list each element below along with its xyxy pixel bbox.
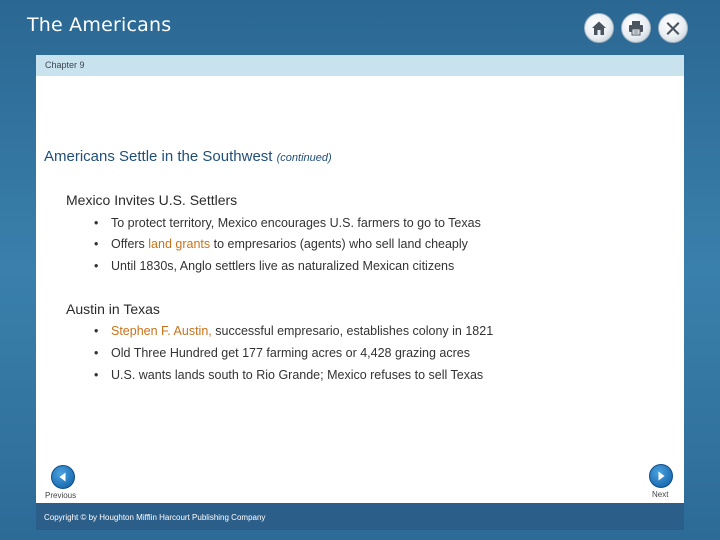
highlight-term: Stephen F. Austin,	[111, 324, 212, 338]
section-heading: Mexico Invites U.S. Settlers	[66, 192, 238, 208]
bullet-dot: •	[94, 237, 99, 251]
bullet-item: • Old Three Hundred get 177 farming acres or 4,428 grazing acres	[94, 346, 470, 360]
slide-title-suffix: (continued)	[276, 152, 332, 164]
home-button[interactable]	[584, 13, 614, 43]
print-icon	[627, 19, 645, 37]
close-button[interactable]	[658, 13, 688, 43]
slide-content	[36, 55, 684, 530]
bullet-dot: •	[94, 346, 99, 360]
copyright-text: Copyright © by Houghton Mifflin Harcourt Publishing Company	[44, 513, 266, 522]
arrow-left-icon	[57, 471, 69, 483]
bullet-item: • Stephen F. Austin, successful empresario, establishes colony in 1821	[94, 324, 494, 338]
section-heading: Austin in Texas	[66, 301, 160, 317]
bullet-item: • Offers land grants to empresarios (agents) who sell land cheaply	[94, 237, 468, 251]
print-button[interactable]	[621, 13, 651, 43]
highlight-term: land grants	[148, 237, 211, 251]
bullet-dot: •	[94, 259, 99, 273]
chapter-bar	[36, 55, 684, 76]
bullet-dot: •	[94, 368, 99, 382]
bullet-item: • U.S. wants lands south to Rio Grande; Mexico refuses to sell Texas	[94, 368, 484, 382]
home-icon	[590, 19, 608, 37]
bullet-item: • Until 1830s, Anglo settlers live as naturalized Mexican citizens	[94, 259, 455, 273]
next-button[interactable]	[649, 464, 673, 488]
top-toolbar	[584, 13, 688, 43]
previous-button[interactable]	[51, 465, 75, 489]
next-label[interactable]: Next	[652, 490, 669, 499]
bullet-dot: •	[94, 324, 99, 338]
close-icon	[664, 19, 682, 37]
slide-title	[44, 148, 332, 165]
bullet-dot: •	[94, 216, 99, 230]
footer-bar	[36, 503, 684, 530]
bullet-item: • To protect territory, Mexico encourages U.S. farmers to go to Texas	[94, 216, 481, 230]
app-title: The Americans	[27, 14, 172, 36]
previous-label[interactable]: Previous	[45, 491, 77, 500]
arrow-right-icon	[655, 470, 667, 482]
slide-title-text: Americans Settle in the Southwest	[44, 148, 273, 165]
chapter-label: Chapter 9	[45, 60, 85, 70]
